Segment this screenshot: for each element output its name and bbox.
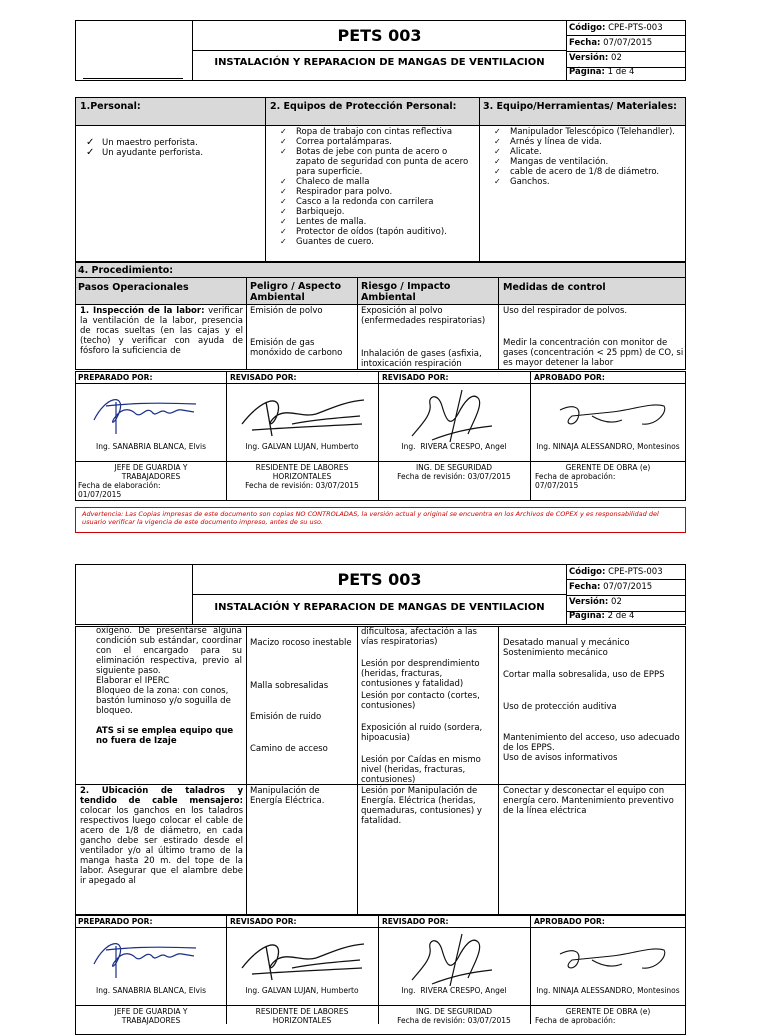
list-item [280, 137, 475, 147]
sig2-name4: Ing. NINAJA ALESSANDRO, Montesinos [536, 986, 680, 995]
list-item [280, 177, 475, 187]
list-item [280, 187, 475, 197]
sig2-revisado-a: REVISADO POR: [230, 917, 297, 926]
paso1-bloqueo: Bloqueo de la zona: con conos, bastón luminoso y/o soguilla de bloqueo. [96, 686, 231, 716]
p1-peligro-2: Emisión de gas monóxido de carbono [250, 338, 343, 358]
signature-ninaja-1 [552, 386, 672, 436]
sig1-name2: Ing. GALVAN LUJAN, Humberto [245, 442, 359, 451]
list-item [280, 197, 475, 207]
p2-medida-6: Uso de avisos informativos [503, 753, 618, 763]
p2-peligro-1: Macizo rocoso inestable [250, 638, 352, 648]
p2-medida-7: Conectar y desconectar el equipo con energía cero. Mantenimiento preventivo de la línea eléctrica [503, 786, 674, 816]
p1-peligro-1: Emisión de polvo [250, 306, 323, 316]
signature-rivera-1 [392, 384, 512, 444]
check-icon: ✓ [494, 127, 501, 136]
sig1-revisado-a: REVISADO POR: [230, 373, 297, 382]
sig2-name2: Ing. GALVAN LUJAN, Humberto [245, 986, 359, 995]
sig1-date1: 01/07/2015 [78, 490, 122, 499]
sig1-role4: GERENTE DE OBRA (e) [565, 463, 651, 472]
list-item-label: Chaleco de malla [296, 177, 370, 187]
list-item [494, 157, 684, 167]
list-item-label: cable de acero de 1/8 de diámetro. [510, 167, 660, 177]
check-icon: ✓ [280, 207, 287, 216]
list-item-label: Barbiquejo. [296, 207, 345, 217]
list-item-label: Casco a la redonda con carrilera [296, 197, 434, 207]
equipo-list [494, 127, 684, 187]
p2-medida-4: Uso de protección auditiva [503, 702, 617, 712]
page-subtitle-2: INSTALACIÓN Y REPARACION DE MANGAS DE VENTILACION [214, 602, 545, 613]
pagina-row-2: Página: 2 de 4 [569, 611, 635, 621]
col-medidas: Medidas de control [503, 282, 606, 293]
list-item-label: Manipulador Telescópico (Telehandler). [510, 127, 676, 137]
col-riesgo: Riesgo / Impacto Ambiental [361, 281, 451, 303]
check-icon: ✓ [86, 147, 95, 158]
signature-rivera-2 [392, 928, 512, 988]
list-item [280, 217, 475, 227]
equipo-heading: 3. Equipo/Herramientas/ Materiales: [483, 101, 677, 112]
list-item [494, 167, 684, 177]
epp-heading: 2. Equipos de Protección Personal: [270, 101, 457, 112]
p2-medida-1: Desatado manual y mecánico [503, 638, 630, 648]
sig2-date4-label: Fecha de aprobación: [535, 1016, 616, 1025]
list-item [494, 177, 684, 187]
signature-sanabria-1 [86, 390, 206, 438]
sig1-aprobado: APROBADO POR: [534, 373, 605, 382]
list-item [280, 207, 475, 217]
signature-galvan-1 [232, 388, 372, 440]
p2-riesgo-1: dificultosa, afectación a las vías respiratorias) [361, 627, 477, 647]
page-title-2: PETS 003 [337, 570, 422, 589]
pagina-row: Página: 1 de 4 [569, 67, 635, 77]
sig2-name1: Ing. SANABRIA BLANCA, Elvis [96, 986, 206, 995]
list-item [494, 147, 684, 157]
page-subtitle: INSTALACIÓN Y REPARACION DE MANGAS DE VENTILACION [214, 57, 545, 68]
sig1-name3: Ing. RIVERA CRESPO, Angel [401, 442, 507, 451]
sig1-role2: RESIDENTE DE LABORES HORIZONTALES [255, 463, 349, 481]
logo-area-2 [75, 564, 193, 625]
sig2-name3: Ing. RIVERA CRESPO, Angel [401, 986, 507, 995]
sig1-date4-label: Fecha de aprobación: [535, 472, 616, 481]
p2-riesgo-6: Lesión por Manipulación de Energía. Eléctrica (heridas, quemaduras, contusiones) y fatalidad. [361, 786, 482, 826]
list-item [494, 137, 684, 147]
list-item-label: Ganchos. [510, 177, 550, 187]
version-row-2: Versión: 02 [569, 597, 622, 607]
check-icon: ✓ [494, 157, 501, 166]
sig1-role3: ING. DE SEGURIDAD [415, 463, 493, 472]
list-item-label: Guantes de cuero. [296, 237, 374, 247]
sig2-role2: RESIDENTE DE LABORES HORIZONTALES [255, 1007, 349, 1025]
check-icon: ✓ [86, 137, 95, 148]
list-item [280, 237, 475, 247]
check-icon: ✓ [280, 137, 287, 146]
check-icon: ✓ [494, 167, 501, 176]
list-item-label: Mangas de ventilación. [510, 157, 609, 167]
sig1-date1-label: Fecha de elaboración: [78, 481, 161, 490]
list-item-label: Alicate. [510, 147, 542, 157]
list-item [280, 147, 475, 177]
check-icon: ✓ [280, 197, 287, 206]
p2-riesgo-5: Lesión por Caídas en mismo nivel (heridas, fracturas, contusiones) [361, 755, 481, 785]
p2-riesgo-2: Lesión por desprendimiento (heridas, fracturas, contusiones y fatalidad) [361, 659, 480, 689]
p1-riesgo-1: Exposición al polvo (enfermedades respiratorias) [361, 306, 486, 326]
paso1-cont: oxígeno. De presentarse alguna condición sub estándar, coordinar con el encargado para su eliminación respectiva, previo al siguiente paso. [96, 626, 242, 676]
ats-note: ATS si se emplea equipo que no fuera de Izaje [96, 726, 234, 746]
list-item-label: Arnés y línea de vida. [510, 137, 602, 147]
sig2-role1: JEFE DE GUARDIA Y TRABAJADORES [114, 1007, 188, 1025]
p2-peligro-4: Camino de acceso [250, 744, 328, 754]
p2-peligro-3: Emisión de ruido [250, 712, 322, 722]
list-item [280, 227, 475, 237]
paso2-text: colocar los ganchos en los taladros respectivos luego colocar el cable de acero de 1/8 de diámetro, en cada gancho debe ser estirado desde el ventilador y/o al último tramo de la manga hasta 20 m. del tope de la labor. Asegurar que el alambre debe ir apegado al [80, 806, 243, 886]
fecha-row-2: Fecha: 07/07/2015 [569, 582, 653, 592]
check-icon: ✓ [280, 147, 287, 156]
p2-riesgo-4: Exposición al ruido (sordera, hipoacusia) [361, 723, 483, 743]
list-item [86, 138, 262, 148]
check-icon: ✓ [280, 177, 287, 186]
list-item-label: Un maestro perforista. [102, 138, 198, 148]
check-icon: ✓ [494, 147, 501, 156]
version-row: Versión: 02 [569, 53, 622, 63]
paso1-cont-cell [96, 626, 242, 746]
page-title: PETS 003 [337, 26, 422, 45]
p2-medida-2: Sostenimiento mecánico [503, 648, 608, 658]
sig2-role3: ING. DE SEGURIDAD [415, 1007, 493, 1016]
sig2-preparado: PREPARADO POR: [78, 917, 153, 926]
sig2-date3: Fecha de revisión: 03/07/2015 [397, 1016, 511, 1025]
list-item [86, 148, 262, 158]
list-item-label: Ropa de trabajo con cintas reflectiva [296, 127, 453, 137]
check-icon: ✓ [494, 137, 501, 146]
sig1-date3: Fecha de revisión: 03/07/2015 [397, 472, 511, 481]
sig1-preparado: PREPARADO POR: [78, 373, 153, 382]
sig1-date2: Fecha de revisión: 03/07/2015 [245, 481, 359, 490]
fecha-row: Fecha: 07/07/2015 [569, 38, 653, 48]
p2-peligro-2: Malla sobresalidas [250, 681, 329, 691]
sig2-role4: GERENTE DE OBRA (e) [565, 1007, 651, 1016]
sig1-revisado-b: REVISADO POR: [382, 373, 449, 382]
p1-medida-2: Medir la concentración con monitor de gases (concentración < 25 ppm) de CO, si es mayor detener la labor [503, 338, 684, 368]
list-item-label: Protector de oídos (tapón auditivo). [296, 227, 447, 237]
list-item-label: Respirador para polvo. [296, 187, 393, 197]
check-icon: ✓ [280, 187, 287, 196]
list-item [280, 127, 475, 137]
epp-list [280, 127, 475, 247]
list-item-label: Un ayudante perforista. [102, 148, 204, 158]
list-item [494, 127, 684, 137]
p1-riesgo-2: Inhalación de gases (asfixia, intoxicación respiración [361, 349, 482, 369]
personal-list [86, 138, 262, 158]
check-icon: ✓ [280, 127, 287, 136]
col-peligro: Peligro / Aspecto Ambiental [250, 281, 341, 303]
p2-medida-5: Mantenimiento del acceso, uso adecuado de los EPPS. [503, 733, 680, 753]
paso1-iperc: Elaborar el IPERC [96, 676, 170, 686]
check-icon: ✓ [280, 237, 287, 246]
sig1-name1: Ing. SANABRIA BLANCA, Elvis [96, 442, 206, 451]
sig2-aprobado: APROBADO POR: [534, 917, 605, 926]
p2-riesgo-3: Lesión por contacto (cortes, contusiones) [361, 691, 480, 711]
procedimiento-heading: 4. Procedimiento: [78, 265, 174, 276]
paso2-title: 2. Ubicación de taladros y tendido de cable mensajero: [80, 786, 243, 806]
col-pasos: Pasos Operacionales [78, 282, 189, 293]
p2-peligro-5: Manipulación de Energía Eléctrica. [250, 786, 325, 806]
sig2-revisado-b: REVISADO POR: [382, 917, 449, 926]
check-icon: ✓ [494, 177, 501, 186]
sig1-role1: JEFE DE GUARDIA Y TRABAJADORES [114, 463, 188, 481]
list-item-label: Botas de jebe con punta de acero o zapato de seguridad con punta de acero para superficie. [296, 147, 469, 177]
codigo-row: Código: CPE-PTS-003 [569, 23, 663, 33]
logo-area [75, 20, 193, 81]
codigo-row-2: Código: CPE-PTS-003 [569, 567, 663, 577]
signature-ninaja-2 [552, 930, 672, 980]
check-icon: ✓ [280, 227, 287, 236]
sig1-date4: 07/07/2015 [535, 481, 579, 490]
list-item-label: Lentes de malla. [296, 217, 367, 227]
signature-galvan-2 [232, 932, 372, 984]
paso1-title: 1. Inspección de la labor: [80, 306, 205, 316]
paso2-cell [80, 786, 243, 914]
sig1-name4: Ing. NINAJA ALESSANDRO, Montesinos [536, 442, 680, 451]
p2-medida-3: Cortar malla sobresalida, uso de EPPS [503, 670, 665, 680]
signature-sanabria-2 [86, 934, 206, 982]
list-item-label: Correa portalámparas. [296, 137, 392, 147]
personal-heading: 1.Personal: [80, 101, 141, 112]
advertencia-note: Advertencia: Las Copias impresas de este documento son copias NO CONTROLADAS, la versión actual y original se encuentra en los Archivos de COPEX y es responsabilidad del usuario verificar la vigencia de este documento impreso, antes de su uso. [75, 507, 686, 533]
paso1-text: verificar la ventilación de la labor, presencia de rocas sueltas (en las cajas y el (techo) y verificar con ayuda de fósforo la suficiencia de [80, 306, 243, 356]
p1-medida-1: Uso del respirador de polvos. [503, 306, 628, 316]
check-icon: ✓ [280, 217, 287, 226]
paso1-cell [80, 306, 243, 369]
